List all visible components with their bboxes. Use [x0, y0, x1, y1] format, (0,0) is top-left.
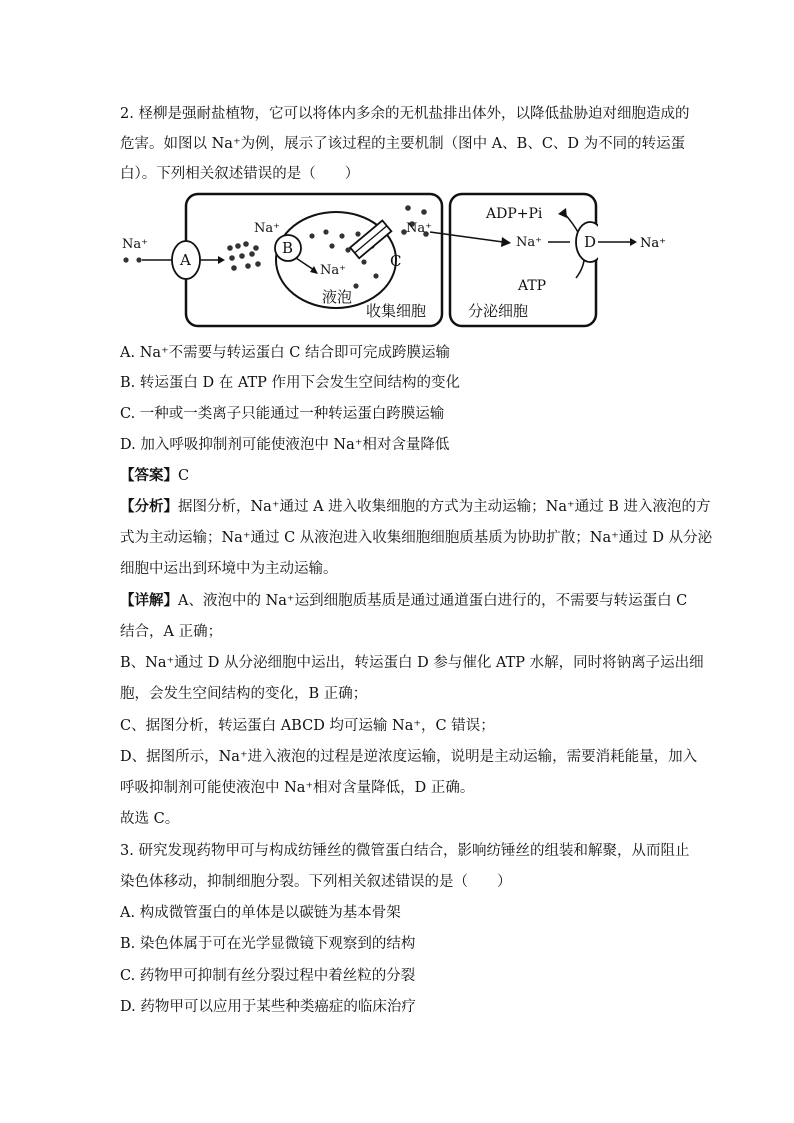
- q2-option-c: C. 一种或一类离子只能通过一种转运蛋白跨膜运输: [120, 406, 445, 422]
- q2-option-a: A. Na⁺不需要与转运蛋白 C 结合即可完成跨膜运输: [120, 345, 450, 361]
- na-ion-label-outside: Na⁺: [122, 237, 148, 252]
- atp-label: ATP: [518, 278, 547, 294]
- protein-d-label: D: [584, 233, 597, 251]
- exit-arrow-group: [590, 230, 680, 260]
- detail-line-4: 胞，会发生空间结构的变化，B 正确；: [120, 686, 368, 702]
- analysis-label: 【分析】: [120, 498, 178, 515]
- secreting-cell-label: 分泌细胞: [468, 302, 529, 320]
- q2-option-d: D. 加入呼吸抑制剂可能使液泡中 Na⁺相对含量降低: [120, 437, 450, 453]
- q3-option-c: C. 药物甲可抑制有丝分裂过程中着丝粒的分裂: [120, 968, 416, 984]
- na-ion-label-near-c: Na⁺: [406, 221, 432, 236]
- vacuole-label: 液泡: [322, 288, 353, 306]
- cytoplasm-ions: [227, 241, 261, 271]
- answer-line: [120, 466, 684, 486]
- detail-line-1: 【详解】A、液泡中的 Na⁺运到细胞质基质是通过通道蛋白进行的，不需要与转运蛋白 C: [120, 592, 688, 609]
- analysis-line-3: 细胞中运出到环境中为主动运输。: [120, 561, 338, 577]
- q3-stem-line-2: 染色体移动，抑制细胞分裂。下列相关叙述错误的是（ ）: [120, 874, 512, 890]
- answer-value: C: [178, 468, 190, 484]
- detail-line-6: D、据图所示，Na⁺进入液泡的过程是逆浓度运输，说明是主动运输，需要消耗能量，加入: [120, 749, 698, 765]
- detail-line-5: C、据图分析，转运蛋白 ABCD 均可运输 Na⁺，C 错误；: [120, 718, 495, 734]
- conclusion-line: 故选 C。: [120, 811, 180, 827]
- q2-stem-line-1: 2. 柽柳是强耐盐植物，它可以将体内多余的无机盐排出体外，以降低盐胁迫对细胞造成的: [120, 106, 690, 122]
- protein-c-label: C: [390, 252, 402, 270]
- na-ion-label-secreting: Na⁺: [516, 235, 542, 250]
- detail-line-7: 呼吸抑制剂可能使液泡中 Na⁺相对含量降低，D 正确。: [120, 780, 475, 796]
- q2-stem-line-3: 白）。下列相关叙述错误的是（ ）: [120, 166, 360, 182]
- protein-c-channel: [350, 220, 391, 258]
- protein-a-label: A: [180, 251, 191, 269]
- detail-line-2: 结合，A 正确；: [120, 624, 223, 640]
- q3-stem-line-1: 3. 研究发现药物甲可与构成纺锤丝的微管蛋白结合，影响纺锤丝的组装和解聚，从而阻止: [120, 843, 690, 859]
- q2-stem-line-2: 危害。如图以 Na⁺为例，展示了该过程的主要机制（图中 A、B、C、D 为不同的转运蛋: [120, 136, 686, 152]
- q3-option-d: D. 药物甲可以应用于某些种类癌症的临床治疗: [120, 999, 416, 1015]
- analysis-line-1: 【分析】据图分析，Na⁺通过 A 进入收集细胞的方式为主动运输；Na⁺通过 B 进入液泡的方: [120, 498, 711, 515]
- q3-option-b: B. 染色体属于可在光学显微镜下观察到的结构: [120, 936, 416, 952]
- protein-b-label: B: [282, 239, 294, 257]
- na-ion-label-in-vacuole: Na⁺: [320, 263, 346, 278]
- sodium-transport-diagram: [118, 190, 598, 330]
- adp-pi-label: ADP+Pi: [486, 206, 543, 222]
- na-ion-label-exit: Na⁺: [640, 236, 666, 251]
- q3-option-a: A. 构成微管蛋白的单体是以碳链为基本骨架: [120, 905, 401, 921]
- detail-label: 【详解】: [120, 592, 178, 609]
- analysis-line-2: 式为主动运输；Na⁺通过 C 从液泡进入收集细胞细胞质基质为协助扩散；Na⁺通过 D 从分泌: [120, 530, 713, 546]
- collecting-cell-label: 收集细胞: [366, 302, 427, 320]
- answer-label: 【答案】: [120, 467, 178, 484]
- detail-line-3: B、Na⁺通过 D 从分泌细胞中运出，转运蛋白 D 参与催化 ATP 水解，同时将钠离子运出细: [120, 655, 704, 671]
- na-ion-label-near-b: Na⁺: [254, 221, 280, 236]
- q2-option-b: B. 转运蛋白 D 在 ATP 作用下会发生空间结构的变化: [120, 375, 461, 391]
